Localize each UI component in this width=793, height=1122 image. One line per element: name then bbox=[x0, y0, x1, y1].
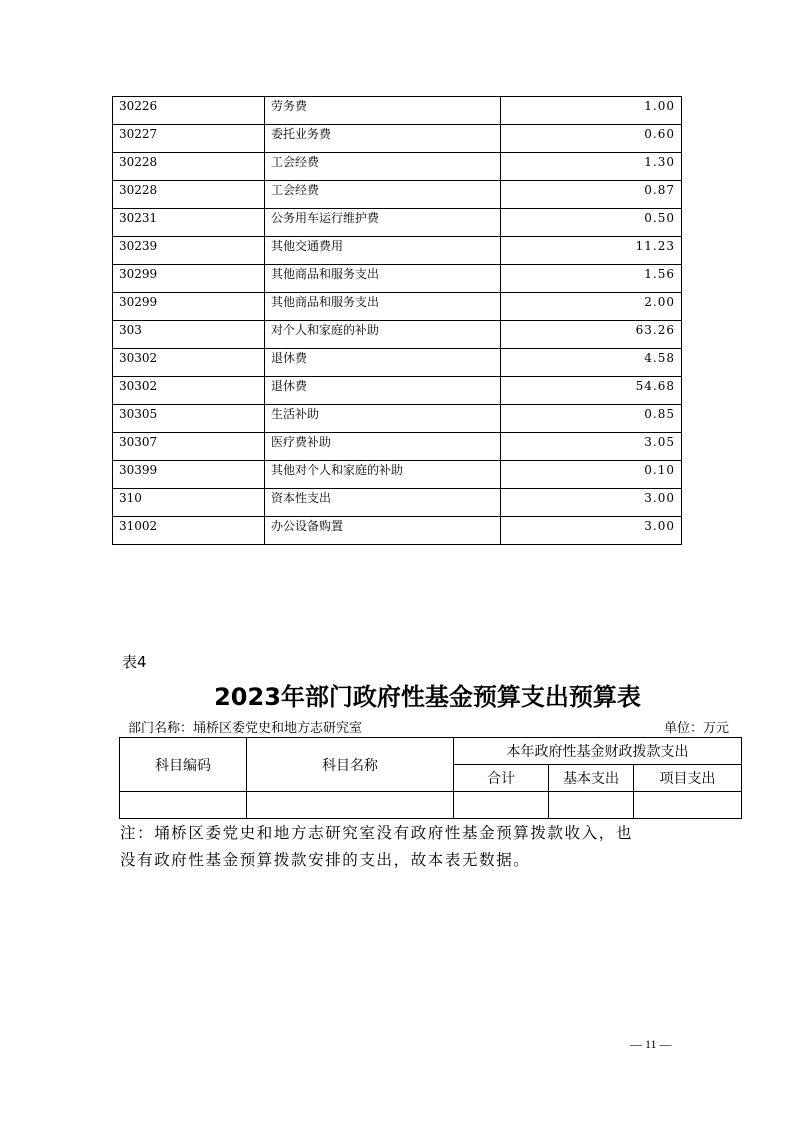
amount-cell: 0.87 bbox=[501, 181, 682, 209]
header-total: 合计 bbox=[454, 765, 549, 792]
code-cell: 31002 bbox=[113, 517, 265, 545]
code-cell: 30302 bbox=[113, 349, 265, 377]
header-basic: 基本支出 bbox=[549, 765, 634, 792]
table-row bbox=[113, 321, 682, 349]
note bbox=[120, 820, 690, 874]
expense-table bbox=[112, 96, 682, 545]
amount-cell: 11.23 bbox=[501, 237, 682, 265]
name-cell: 工会经费 bbox=[265, 153, 501, 181]
table-row bbox=[113, 489, 682, 517]
amount-cell: 0.10 bbox=[501, 461, 682, 489]
amount-cell: 54.68 bbox=[501, 377, 682, 405]
name-cell: 其他交通费用 bbox=[265, 237, 501, 265]
amount-cell: 1.30 bbox=[501, 153, 682, 181]
code-cell: 303 bbox=[113, 321, 265, 349]
code-cell: 30228 bbox=[113, 153, 265, 181]
name-cell: 委托业务费 bbox=[265, 125, 501, 153]
amount-cell: 0.60 bbox=[501, 125, 682, 153]
fund-table bbox=[119, 737, 742, 819]
name-cell: 工会经费 bbox=[265, 181, 501, 209]
name-cell: 生活补助 bbox=[265, 405, 501, 433]
empty-cell bbox=[634, 792, 742, 819]
amount-cell: 1.56 bbox=[501, 265, 682, 293]
name-cell: 办公设备购置 bbox=[265, 517, 501, 545]
amount-cell: 3.00 bbox=[501, 489, 682, 517]
name-cell: 其他商品和服务支出 bbox=[265, 293, 501, 321]
code-cell: 30231 bbox=[113, 209, 265, 237]
name-cell: 退休费 bbox=[265, 377, 501, 405]
amount-cell: 2.00 bbox=[501, 293, 682, 321]
table-row bbox=[113, 349, 682, 377]
table-row bbox=[113, 293, 682, 321]
amount-cell: 4.58 bbox=[501, 349, 682, 377]
name-cell: 对个人和家庭的补助 bbox=[265, 321, 501, 349]
empty-row bbox=[120, 792, 742, 819]
table-row bbox=[113, 517, 682, 545]
table-label: 表4 bbox=[122, 653, 147, 671]
empty-cell bbox=[120, 792, 247, 819]
code-cell: 30228 bbox=[113, 181, 265, 209]
amount-cell: 0.50 bbox=[501, 209, 682, 237]
table-row bbox=[113, 153, 682, 181]
code-cell: 30302 bbox=[113, 377, 265, 405]
name-cell: 医疗费补助 bbox=[265, 433, 501, 461]
table-row bbox=[113, 125, 682, 153]
name-cell: 退休费 bbox=[265, 349, 501, 377]
name-cell: 资本性支出 bbox=[265, 489, 501, 517]
table-title: 2023年部门政府性基金预算支出预算表 bbox=[214, 683, 641, 711]
amount-cell: 3.00 bbox=[501, 517, 682, 545]
table-row bbox=[113, 181, 682, 209]
code-cell: 30226 bbox=[113, 97, 265, 125]
header-name: 科目名称 bbox=[247, 738, 454, 792]
code-cell: 30299 bbox=[113, 265, 265, 293]
table-row bbox=[113, 237, 682, 265]
table-row bbox=[113, 405, 682, 433]
name-cell: 其他商品和服务支出 bbox=[265, 265, 501, 293]
header-project: 项目支出 bbox=[634, 765, 742, 792]
table-row bbox=[113, 433, 682, 461]
name-cell: 其他对个人和家庭的补助 bbox=[265, 461, 501, 489]
note-line-1: 注：埇桥区委党史和地方志研究室没有政府性基金预算拨款收入，也 bbox=[120, 824, 634, 842]
header-code: 科目编码 bbox=[120, 738, 247, 792]
code-cell: 30307 bbox=[113, 433, 265, 461]
empty-cell bbox=[454, 792, 549, 819]
unit-label: 单位：万元 bbox=[663, 721, 729, 736]
amount-cell: 63.26 bbox=[501, 321, 682, 349]
amount-cell: 3.05 bbox=[501, 433, 682, 461]
table-row bbox=[113, 461, 682, 489]
table-row bbox=[113, 209, 682, 237]
page-number: — 11 — bbox=[630, 1037, 672, 1051]
empty-cell bbox=[549, 792, 634, 819]
department-name: 部门名称：埇桥区委党史和地方志研究室 bbox=[128, 721, 363, 736]
header-group: 本年政府性基金财政拨款支出 bbox=[454, 738, 742, 765]
empty-cell bbox=[247, 792, 454, 819]
code-cell: 30299 bbox=[113, 293, 265, 321]
code-cell: 30305 bbox=[113, 405, 265, 433]
code-cell: 30227 bbox=[113, 125, 265, 153]
name-cell: 劳务费 bbox=[265, 97, 501, 125]
table-row bbox=[113, 377, 682, 405]
table-row bbox=[113, 97, 682, 125]
table-row bbox=[113, 265, 682, 293]
code-cell: 30399 bbox=[113, 461, 265, 489]
code-cell: 310 bbox=[113, 489, 265, 517]
code-cell: 30239 bbox=[113, 237, 265, 265]
amount-cell: 1.00 bbox=[501, 97, 682, 125]
name-cell: 公务用车运行维护费 bbox=[265, 209, 501, 237]
note-line-2: 没有政府性基金预算拨款安排的支出，故本表无数据。 bbox=[120, 851, 531, 869]
amount-cell: 0.85 bbox=[501, 405, 682, 433]
